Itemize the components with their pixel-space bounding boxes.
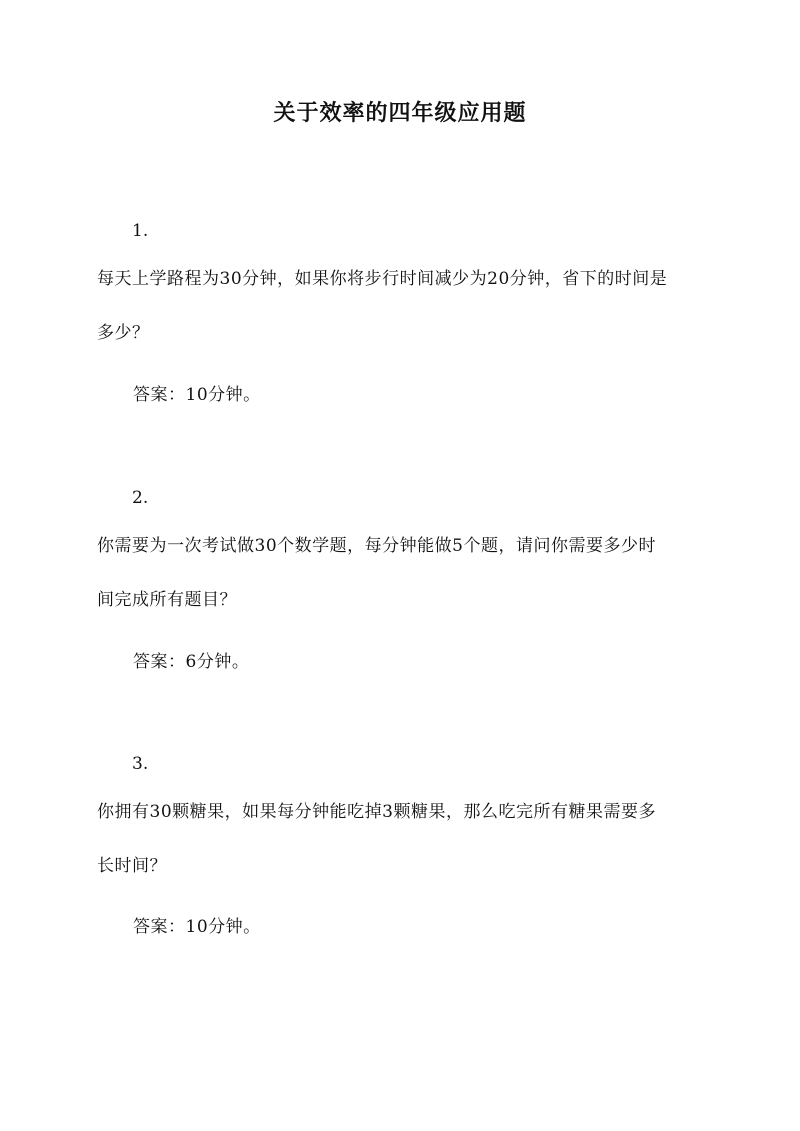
question-text-line: 你需要为一次考试做30个数学题，每分钟能做5个题，请问你需要多少时: [97, 536, 656, 556]
question-number: 3.: [132, 754, 149, 774]
question-text-line: 每天上学路程为30分钟，如果你将步行时间减少为20分钟，省下的时间是: [97, 269, 668, 289]
answer-text: 答案：6分钟。: [133, 652, 250, 672]
question-text-line: 间完成所有题目？: [97, 590, 237, 610]
page-title: 关于效率的四年级应用题: [273, 100, 527, 126]
question-text: [97, 252, 707, 360]
answer-text: 答案：10分钟。: [133, 385, 261, 405]
question-text-line: 多少？: [97, 323, 150, 343]
question-number: 2.: [132, 488, 149, 508]
question-text: [97, 519, 707, 627]
question-text-line: 你拥有30颗糖果，如果每分钟能吃掉3颗糖果，那么吃完所有糖果需要多: [97, 802, 656, 822]
question-number: 1.: [132, 221, 149, 241]
answer-text: 答案：10分钟。: [133, 917, 261, 937]
question-text-line: 长时间？: [97, 856, 167, 876]
question-text: [97, 785, 707, 893]
